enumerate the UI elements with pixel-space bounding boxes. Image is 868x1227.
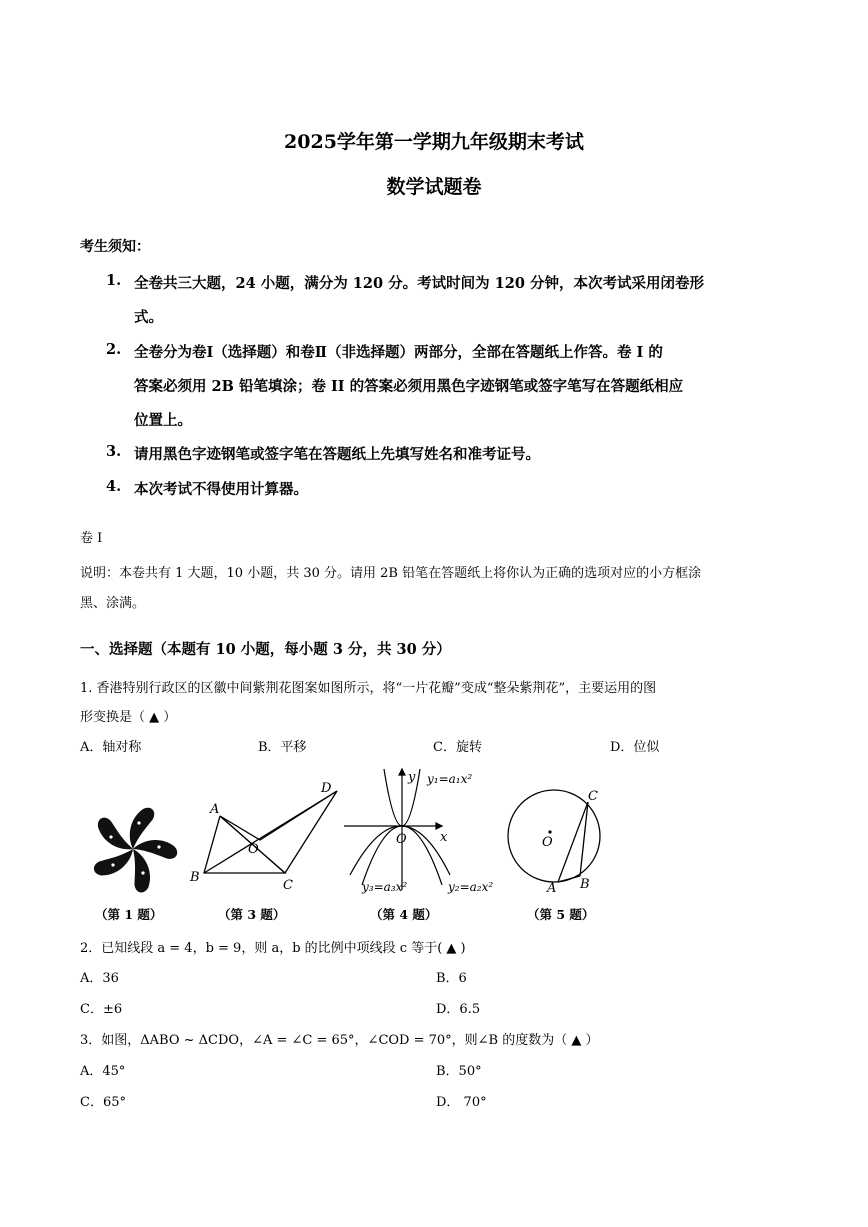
- option-a: A．轴对称: [80, 740, 142, 755]
- figure-caption: （第 5 题）: [527, 907, 595, 922]
- option-d: D． 70°: [436, 1095, 487, 1110]
- notice-item-number: 4.: [106, 478, 122, 495]
- question-stem: 3．如图，ΔABO ~ ΔCDO，∠A = ∠C = 65°，∠COD = 70°，则∠B 的度数为（ ▲ ）: [80, 1033, 599, 1048]
- notice-item-number: 1.: [106, 272, 122, 289]
- label-a: A: [210, 802, 220, 817]
- option-c: C．65°: [80, 1095, 126, 1110]
- point-b-label: B: [580, 877, 590, 892]
- notice-item-text: 本次考试不得使用计算器。: [134, 481, 308, 498]
- bauhinia-flower-figure: [78, 806, 188, 892]
- curve-y1-label: y₁=a₁x²: [427, 772, 473, 786]
- x-axis-label: x: [440, 830, 448, 845]
- label-o: O: [248, 842, 259, 857]
- notice-item-number: 3.: [106, 443, 122, 460]
- notice-item-text: 位置上。: [134, 412, 192, 429]
- similar-triangles-figure: [190, 778, 340, 893]
- parabolas-figure: [342, 765, 502, 895]
- label-d: D: [321, 781, 332, 796]
- circle-chords-figure: [500, 784, 610, 894]
- figure-caption: （第 4 题）: [370, 907, 438, 922]
- label-b: B: [190, 870, 200, 885]
- option-c: C．±6: [80, 1002, 123, 1017]
- notice-item-text: 全卷分为卷Ⅰ（选择题）和卷Ⅱ（非选择题）两部分，全部在答题纸上作答。卷 I 的: [134, 344, 663, 361]
- option-c: C．旋转: [433, 740, 482, 755]
- option-d: D．6.5: [436, 1002, 481, 1017]
- figure-caption: （第 3 题）: [218, 907, 286, 922]
- point-a-label: A: [547, 881, 557, 896]
- option-a: A．36: [80, 971, 119, 986]
- question-stem: 2．已知线段 a = 4，b = 9，则 a，b 的比例中项线段 c 等于( ▲ ): [80, 941, 466, 956]
- notice-item-number: 2.: [106, 341, 122, 358]
- notice-item-text: 全卷共三大题，24 小题，满分为 120 分。考试时间为 120 分钟，本次考试采用闭卷形: [134, 275, 704, 292]
- notice-item-text: 答案必须用 2B 铅笔填涂；卷 II 的答案必须用黑色字迹钢笔或签字笔写在答题纸相应: [134, 378, 684, 395]
- volume-label: 卷 Ⅰ: [80, 531, 103, 546]
- notice-item-text: 式。: [134, 309, 163, 326]
- volume-explanation: 说明：本卷共有 1 大题，10 小题，共 30 分。请用 2B 铅笔在答题纸上将你认为正确的选项对应的小方框涂: [80, 566, 702, 581]
- y-axis-label: y: [408, 770, 416, 785]
- question-stem: 1. 香港特别行政区的区徽中间紫荆花图案如图所示，将“一片花瓣”变成“整朵紫荆花”，主要运用的图: [80, 681, 657, 696]
- question-stem: 形变换是（ ▲ ）: [80, 710, 177, 725]
- origin-label: O: [396, 832, 407, 847]
- option-a: A．45°: [80, 1064, 126, 1079]
- option-b: B．平移: [258, 740, 307, 755]
- figure-caption: （第 1 题）: [95, 907, 163, 922]
- curve-y3-label: y₃=a₃x²: [362, 880, 408, 894]
- option-b: B．6: [436, 971, 467, 986]
- page-title: 2025学年第一学期九年级期末考试: [284, 131, 584, 153]
- section-heading: 一、选择题（本题有 10 小题，每小题 3 分，共 30 分）: [80, 641, 451, 658]
- volume-explanation: 黑、涂满。: [80, 596, 146, 611]
- option-d: D．位似: [610, 740, 660, 755]
- notice-heading: 考生须知：: [80, 239, 150, 255]
- notice-item-text: 请用黑色字迹钢笔或签字笔在答题纸上先填写姓名和准考证号。: [134, 446, 540, 463]
- point-c-label: C: [588, 789, 598, 804]
- label-c: C: [283, 878, 293, 893]
- curve-y2-label: y₂=a₂x²: [448, 880, 494, 894]
- page-subtitle: 数学试题卷: [386, 176, 482, 198]
- option-b: B．50°: [436, 1064, 482, 1079]
- center-label: O: [542, 835, 553, 850]
